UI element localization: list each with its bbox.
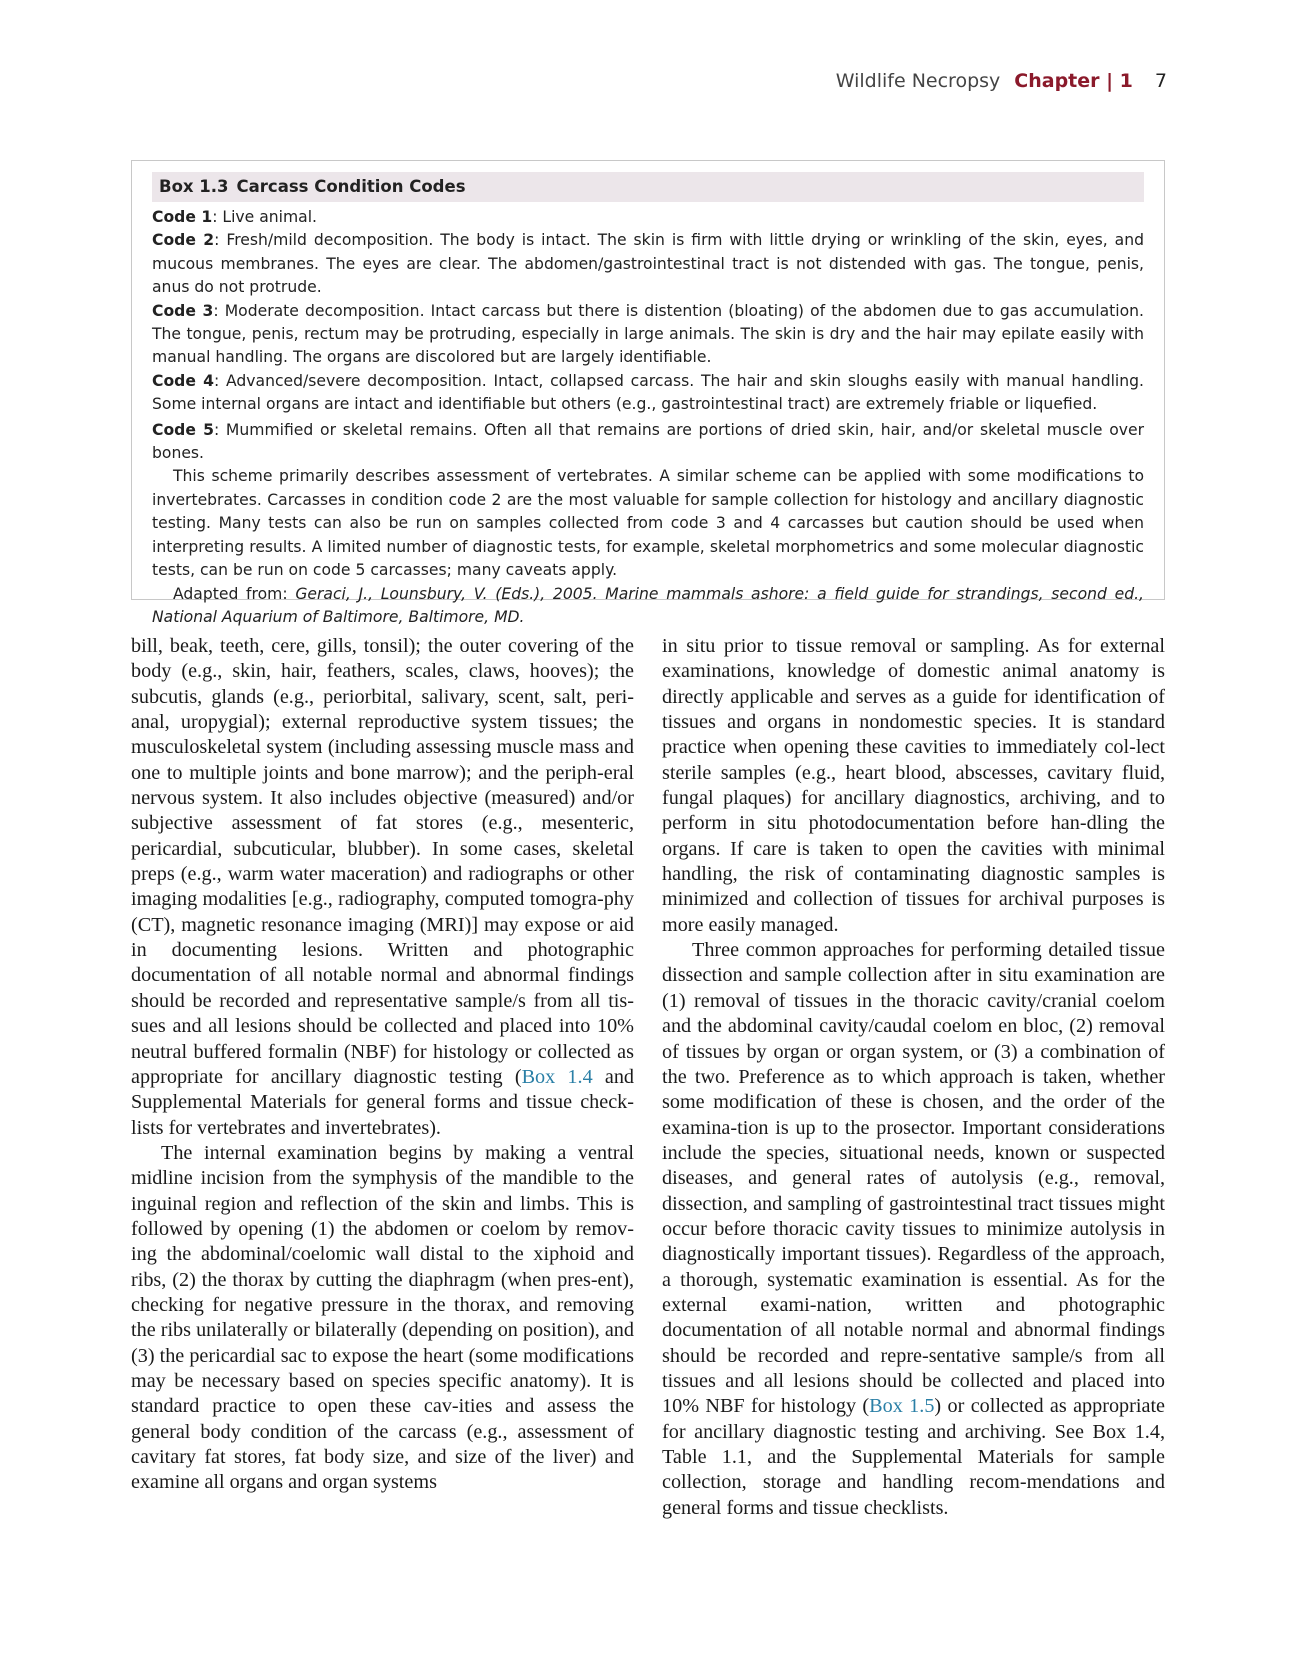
left-column xyxy=(131,634,634,1521)
left-paragraph-1 xyxy=(131,634,634,1141)
adapted-from xyxy=(152,583,1144,630)
box-1-4-link[interactable]: Box 1.4 xyxy=(521,1065,593,1088)
adapted-citation: Geraci, J., Lounsbury, V. (Eds.), 2005. Marine mammals ashore: a field guide for strandings, second ed., National Aquarium of Baltimore, Baltimore, MD. xyxy=(152,584,1145,626)
code-label: Code 1 xyxy=(152,208,213,226)
code-label: Code 4 xyxy=(152,371,214,390)
box-title-bar xyxy=(152,172,1144,202)
right-paragraph-1: in situ prior to tissue removal or sampling. As for external examinations, knowledge of domestic animal anatomy is directly applicable and serves as a guide for identification of tissues and organs in nondomestic species. It is standard practice when opening these cavities to immediately col-lect sterile samples (e.g., heart blood, abscesses, cavitary fluid, fungal plaques) for ancillary diagnostics, archiving, and to perform in situ photodocumentation before han-dling the organs. If care is taken to open the cavities with minimal handling, the risk of contaminating diagnostic samples is minimized and collection of tissues for archival purposes is more easily managed. xyxy=(662,635,1165,936)
book-title: Wildlife Necropsy xyxy=(835,70,1001,92)
scheme-paragraph: This scheme primarily describes assessment of vertebrates. A similar scheme can be applied with some modifications to invertebrates. Carcasses in condition code 2 are the most valuable for sample collection for histology and ancillary diagnostic testing. Many tests can also be run on samples collected from code 3 and 4 carcasses but caution should be used when interpreting results. A limited number of diagnostic tests, for example, skeletal morphometrics and some molecular diagnostic tests, can be run on code 5 carcasses; many caveats apply. xyxy=(152,467,1144,580)
box-title: Carcass Condition Codes xyxy=(236,177,466,196)
carcass-condition-codes-box xyxy=(131,160,1165,626)
code-text: : Advanced/severe decomposition. Intact, collapsed carcass. The hair and skin sloughs easily with manual handling. Some internal organs are intact and identifiable but others (e.g., gastrointestinal tract) are extremely friable or liquefied. xyxy=(152,371,1144,414)
code-text: : Live animal. xyxy=(212,208,318,226)
code-3 xyxy=(152,300,1144,370)
code-4 xyxy=(152,370,1144,417)
right-paragraph-2 xyxy=(662,938,1165,1521)
chapter-label: Chapter | 1 xyxy=(1014,70,1133,92)
running-header xyxy=(836,70,1167,92)
left-paragraph-2: The internal examination begins by making a ventral midline incision from the symphysis of the mandible to the inguinal region and reflection of the skin and limbs. This is followed by opening (1) the abdomen or coelom by remov-ing the abdominal/coelomic wall distal to the xiphoid and ribs, (2) the thorax by cutting the diaphragm (when pres-ent), checking for negative pressure in the thorax, and removing the ribs unilaterally or bilaterally (depending on position), and (3) the pericardial sac to expose the heart (some modifications may be necessary based on species specific anatomy). It is standard practice to open these cav-ities and assess the general body condition of the carcass (e.g., assessment of cavitary fat stores, fat body size, and size of the liver) and examine all organs and organ systems xyxy=(131,1141,634,1494)
right-column xyxy=(662,634,1165,1521)
code-label: Code 3 xyxy=(152,301,214,320)
code-1 xyxy=(152,206,1144,229)
text: bill, beak, teeth, cere, gills, tonsil); the outer covering of the body (e.g., skin, hair, feathers, scales, claws, hooves); the subcutis, glands (e.g., periorbital, salivary, scent, salt, peri-anal, uropygial); external reproductive system tissues; the musculoskeletal system (including assessing muscle mass and one to multiple joints and bone marrow); and the periph-eral nervous system. It also includes objective (measured) and/or subjective assessment of fat stores (e.g., mesenteric, pericardial, subcuticular, blubber). In some cases, skeletal preps (e.g., warm water maceration) and radiographs or other imaging modalities [e.g., radiography, computed tomogra-phy (CT), magnetic resonance imaging (MRI)] may expose or aid in documenting lesions. Written and photographic documentation of all notable normal and abnormal findings should be recorded and representative sample/s from all tis-sues and all lesions should be collected and placed into 10% neutral buffered formalin (NBF) for histology or collected as appropriate for ancillary diagnostic testing ( xyxy=(131,635,634,1088)
adapted-prefix: Adapted from: xyxy=(173,584,296,603)
code-5 xyxy=(152,419,1144,466)
page-number: 7 xyxy=(1154,70,1167,92)
box-number: Box 1.3 xyxy=(159,177,229,196)
box-1-5-link[interactable]: Box 1.5 xyxy=(869,1395,935,1418)
code-2 xyxy=(152,229,1144,299)
code-text: : Moderate decomposition. Intact carcass but there is distention (bloating) of the abdomen due to gas accumulation. The tongue, penis, rectum may be protruding, especially in large animals. The skin is dry and the hair may epilate easily with manual handling. The organs are discolored but are largely identifiable. xyxy=(152,301,1144,367)
body-columns xyxy=(131,634,1165,1521)
code-text: : Fresh/mild decomposition. The body is intact. The skin is firm with little drying or wrinkling of the skin, eyes, and mucous membranes. The eyes are clear. The abdomen/gastrointestinal tract is not distended with gas. The tongue, penis, anus do not protrude. xyxy=(152,231,1144,297)
text: ) or collected as appropriate for ancillary diagnostic testing and archiving. See Box 1.4, Table 1.1, and the Supplemental Materials for sample collection, storage and handling recom-mendations and general forms and tissue checklists. xyxy=(662,1395,1166,1519)
code-label: Code 5 xyxy=(152,420,214,439)
code-label: Code 2 xyxy=(152,231,215,250)
code-text: : Mummified or skeletal remains. Often all that remains are portions of dried skin, hair, and/or skeletal muscle over bones. xyxy=(152,420,1144,463)
text: Three common approaches for performing detailed tissue dissection and sample collection after in situ examination are (1) removal of tissues in the thoracic cavity/cranial coelom and the abdominal cavity/caudal coelom en bloc, (2) removal of tissues by organ or organ system, or (3) a combination of the two. Preference as to which approach is taken, whether some modification of these is chosen, and the order of the examina-tion is up to the prosector. Important considerations include the species, situational needs, known or suspected diseases, and general rates of autolysis (e.g., removal, dissection, and sampling of gastrointestinal tract tissues might occur before thoracic cavity tissues to minimize autolysis in diagnostically important tissues). Regardless of the approach, a thorough, systematic examination is essential. As for the external exami-nation, written and photographic documentation of all notable normal and abnormal findings should be recorded and repre-sentative sample/s from all tissues and all lesions should be collected and placed into 10% NBF for histology ( xyxy=(662,939,1165,1418)
text: and Supplemental Materials for general forms and tissue check-lists for vertebrates and invertebrates). xyxy=(131,1065,635,1139)
